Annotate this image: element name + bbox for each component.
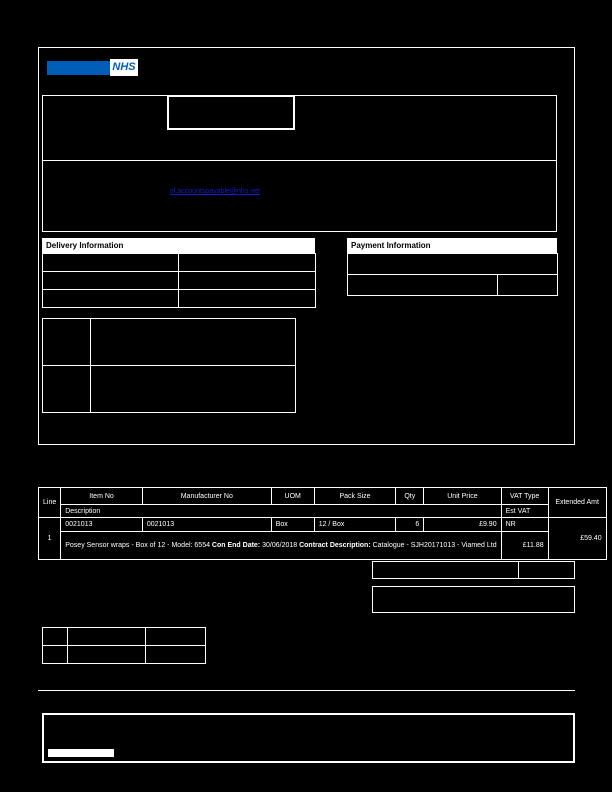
description-text: Posey Sensor wraps - Box of 12 - Model: 6554 bbox=[65, 542, 212, 549]
col-header-description: Description bbox=[61, 505, 501, 518]
redacted-cell bbox=[348, 254, 558, 275]
redacted-cell bbox=[43, 319, 91, 366]
payment-information-table bbox=[347, 253, 558, 296]
col-header-pack-size: Pack Size bbox=[314, 488, 396, 505]
redacted-cell bbox=[179, 254, 316, 272]
item-pack-size: 12 / Box bbox=[314, 518, 396, 532]
item-extended-amt: £59.40 bbox=[548, 518, 606, 560]
item-manufacturer-no: 0021013 bbox=[142, 518, 271, 532]
order-total-box-redacted bbox=[372, 586, 575, 613]
redacted-cell bbox=[43, 272, 179, 290]
col-header-est-vat: Est VAT bbox=[501, 505, 548, 518]
contract-end-date-value: 30/06/2018 bbox=[260, 542, 300, 549]
delivery-information-table bbox=[42, 253, 316, 308]
col-header-manufacturer-no: Manufacturer No bbox=[142, 488, 271, 505]
redacted-cell bbox=[68, 628, 146, 646]
col-header-item-no: Item No bbox=[61, 488, 143, 505]
nhs-trust-name-redacted bbox=[47, 61, 110, 75]
redacted-cell bbox=[348, 275, 498, 296]
redacted-cell bbox=[43, 254, 179, 272]
redacted-cell bbox=[43, 366, 91, 413]
redacted-cell bbox=[498, 275, 558, 296]
col-header-vat-type: VAT Type bbox=[501, 488, 548, 505]
redacted-cell bbox=[68, 646, 146, 664]
delivery-information-title: Delivery Information bbox=[42, 238, 315, 253]
payment-information-title: Payment Information bbox=[347, 238, 557, 253]
contract-description-label: Contract Description: bbox=[299, 542, 371, 549]
col-header-line: Line bbox=[39, 488, 61, 518]
header-divider-line bbox=[42, 160, 557, 161]
item-uom: Box bbox=[271, 518, 314, 532]
contract-end-date-label: Con End Date: bbox=[211, 542, 261, 549]
redacted-cell bbox=[179, 290, 316, 308]
col-header-extended-amt: Extended Amt bbox=[548, 488, 606, 518]
footer-terms-box bbox=[42, 713, 575, 763]
order-header-box bbox=[42, 95, 557, 232]
item-line-number: 1 bbox=[39, 518, 61, 560]
item-qty: 6 bbox=[396, 518, 424, 532]
col-header-unit-price: Unit Price bbox=[424, 488, 501, 505]
totals-value-box-redacted bbox=[518, 561, 575, 579]
redacted-cell bbox=[43, 290, 179, 308]
item-number: 0021013 bbox=[61, 518, 143, 532]
nhs-logo: NHS bbox=[110, 59, 138, 76]
col-header-uom: UOM bbox=[271, 488, 314, 505]
redacted-cell bbox=[43, 628, 68, 646]
accounts-payable-email-link[interactable]: sf.accountspayable@nhs.net bbox=[170, 188, 260, 195]
redacted-cell bbox=[91, 319, 296, 366]
line-items-table bbox=[38, 487, 607, 560]
redacted-cell bbox=[179, 272, 316, 290]
footer-separator-line bbox=[38, 690, 575, 691]
address-table bbox=[42, 318, 296, 413]
col-header-qty: Qty bbox=[396, 488, 424, 505]
order-number-box-redacted bbox=[167, 95, 295, 130]
totals-label-box-redacted bbox=[372, 561, 519, 579]
redacted-cell bbox=[43, 646, 68, 664]
contract-description-value: Catalogue - SJH20171013 - Viamed Ltd bbox=[370, 542, 497, 549]
item-unit-price: £9.90 bbox=[424, 518, 501, 532]
redacted-cell bbox=[91, 366, 296, 413]
item-est-vat: £11.88 bbox=[501, 532, 548, 560]
redacted-cell bbox=[146, 628, 206, 646]
item-vat-type: NR bbox=[501, 518, 548, 532]
item-description bbox=[61, 532, 501, 560]
summary-table bbox=[42, 627, 206, 664]
footer-redacted-text bbox=[48, 749, 114, 757]
redacted-cell bbox=[146, 646, 206, 664]
